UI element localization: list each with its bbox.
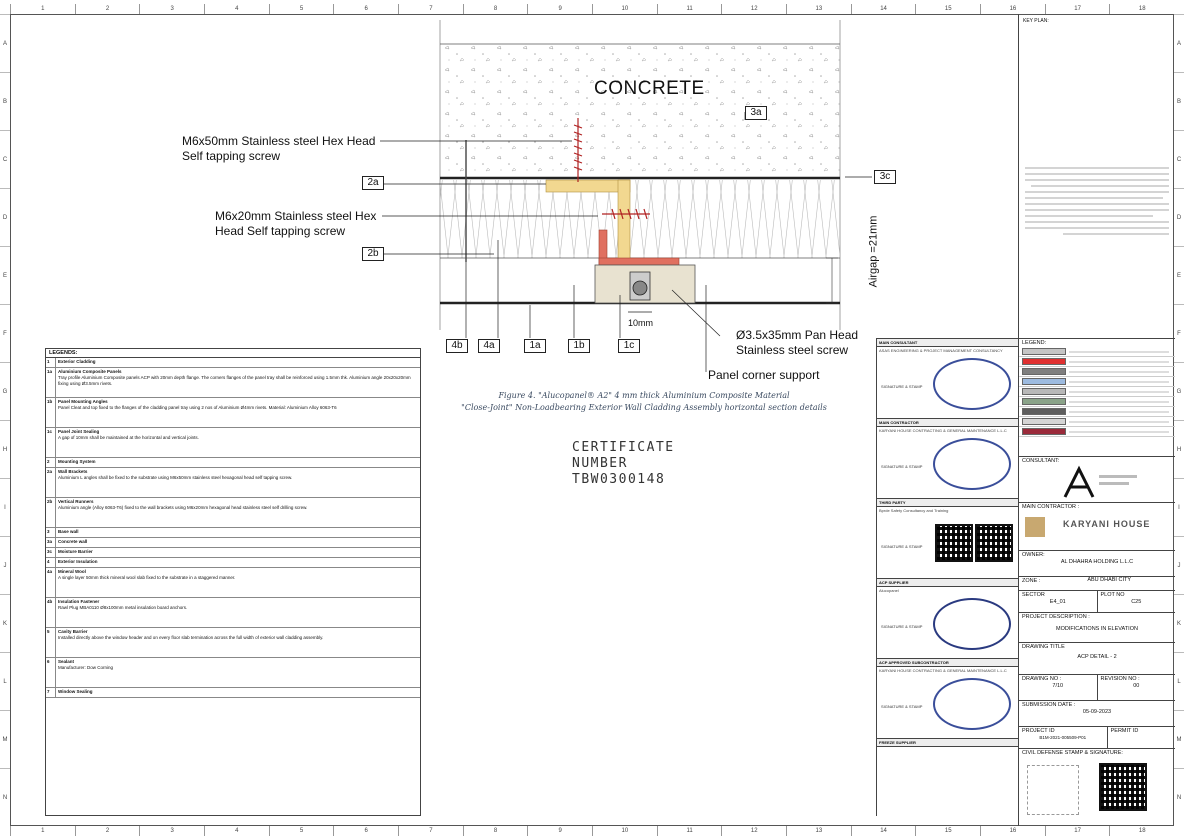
wall-bracket xyxy=(546,180,630,192)
legend-row xyxy=(46,548,420,558)
legend-row-number: 1 xyxy=(46,358,56,367)
ruler-mark: K xyxy=(1174,594,1184,652)
legend-row-heading: Mounting System xyxy=(58,459,96,464)
ruler-mark: H xyxy=(0,420,10,478)
legend-swatch xyxy=(1022,378,1066,385)
ruler-mark: 5 xyxy=(269,826,334,836)
legend-row xyxy=(46,428,420,458)
title-block xyxy=(1018,14,1174,826)
legend-row-heading: Exterior Insulation xyxy=(58,559,98,564)
legend-row-heading: Panel Joint Sealing xyxy=(58,429,100,434)
ruler-mark: 16 xyxy=(980,4,1045,14)
legend-row-text: A gap of 10mm shall be maintained at the horizontal and vertical joints. xyxy=(58,435,199,440)
legend-swatch xyxy=(1022,418,1066,425)
drawing-no-cell xyxy=(1019,675,1098,700)
tag-1b: 1b xyxy=(568,339,590,353)
ruler-mark: 4 xyxy=(204,826,269,836)
signature-stamp-label: SIGNATURE & STAMP xyxy=(881,384,923,389)
arabic-text-block xyxy=(1023,164,1171,244)
ruler-mark: G xyxy=(0,362,10,420)
plot-label: PLOT NO xyxy=(1100,592,1125,598)
sector-cell xyxy=(1019,591,1098,612)
consultant-field xyxy=(1019,456,1175,502)
plot-cell xyxy=(1098,591,1176,612)
consultant-label: CONSULTANT: xyxy=(1022,458,1060,464)
owner-field xyxy=(1019,550,1175,576)
zone-field xyxy=(1019,576,1175,590)
tag-3a: 3a xyxy=(745,106,767,120)
callout-corner-support: Panel corner support xyxy=(708,368,820,382)
legend-row-number: 5 xyxy=(46,628,56,657)
ruler-mark: 15 xyxy=(915,4,980,14)
legend-row-body xyxy=(56,528,420,537)
project-description-value: MODIFICATIONS IN ELEVATION xyxy=(1056,626,1138,632)
legend-row xyxy=(46,468,420,498)
legend-swatch-text xyxy=(1069,361,1169,363)
ruler-mark: K xyxy=(0,594,10,652)
stamp-section-company: Bprde Safety Consultancy and Training xyxy=(879,508,949,513)
certificate-number xyxy=(572,440,675,488)
project-id-cell xyxy=(1019,727,1108,748)
ruler-mark: E xyxy=(1174,246,1184,304)
legend-row-heading: Exterior Cladding xyxy=(58,359,96,364)
zone-value: ABU DHABI CITY xyxy=(1087,577,1132,583)
legend-row xyxy=(46,658,420,688)
ruler-mark: 18 xyxy=(1109,4,1174,14)
ruler-mark: 14 xyxy=(851,826,916,836)
ruler-mark: 15 xyxy=(915,826,980,836)
ruler-mark: 3 xyxy=(139,826,204,836)
ruler-mark: A xyxy=(0,14,10,72)
ruler-mark: C xyxy=(0,130,10,188)
legend-swatch-text xyxy=(1069,411,1169,413)
legend-row-text: Manufacturer: Dow Corning xyxy=(58,665,114,670)
legend-row xyxy=(46,688,420,698)
legend-row-number: 1b xyxy=(46,398,56,427)
callout-pan-head-screw xyxy=(736,328,858,358)
official-stamp xyxy=(933,438,1011,490)
arabic-notes xyxy=(1023,164,1171,247)
legend-swatch xyxy=(1022,388,1066,395)
ruler-mark: 6 xyxy=(333,4,398,14)
civil-defense-qr-code xyxy=(1099,763,1147,811)
legend-swatch-row xyxy=(1019,357,1175,367)
ruler-mark: 2 xyxy=(75,826,140,836)
figure-caption xyxy=(454,390,834,414)
callout-m6x20-screw xyxy=(215,209,376,239)
ruler-mark: I xyxy=(0,478,10,536)
legend-row xyxy=(46,368,420,398)
legend-swatch xyxy=(1022,348,1066,355)
stamp-section-company: ASAS ENGINEERING & PROJECT MANAGEMENT CONSULTANCY xyxy=(879,348,1003,353)
stamp-section-heading: MAIN CONSULTANT xyxy=(877,338,1018,347)
stamp-cell xyxy=(877,354,1018,418)
legend-row-body xyxy=(56,548,420,557)
ruler-mark: M xyxy=(0,710,10,768)
stamp-cell xyxy=(877,434,1018,498)
legend-row-heading: Wall Brackets xyxy=(58,469,88,474)
ruler-mark: L xyxy=(0,652,10,710)
legend-row-number: 2b xyxy=(46,498,56,527)
ruler-mark: L xyxy=(1174,652,1184,710)
sector-plot-field xyxy=(1019,590,1175,612)
legend-swatch-row xyxy=(1019,387,1175,397)
permit-id-label: PERMIT ID xyxy=(1110,728,1139,734)
tag-1a: 1a xyxy=(524,339,546,353)
stamp-section-heading: ACP APPROVED SUBCONTRACTOR xyxy=(877,658,1018,667)
legend-row-body xyxy=(56,368,420,397)
tag-1c: 1c xyxy=(618,339,640,353)
ruler-mark: J xyxy=(1174,536,1184,594)
signature-stamp-label: SIGNATURE & STAMP xyxy=(881,704,923,709)
stamp-cell xyxy=(877,749,1018,777)
submission-date-label: SUBMISSION DATE : xyxy=(1022,702,1076,708)
sector-value: E4_01 xyxy=(1049,599,1066,605)
gap-dimension: 10mm xyxy=(628,318,654,328)
legend-row-text: Aluminium angle (Alloy 6063-T6) fixed to the wall brackets using M6x20mm hexagonal head stainless steel self drilling screw. xyxy=(58,505,308,510)
signature-stamp-label: SIGNATURE & STAMP xyxy=(881,544,923,549)
legend-row-number: 6 xyxy=(46,658,56,687)
ruler-mark: M xyxy=(1174,710,1184,768)
legend-row-number: 3a xyxy=(46,538,56,547)
legend-row-body xyxy=(56,468,420,497)
revision-cell xyxy=(1098,675,1176,700)
ruler-mark: 18 xyxy=(1109,826,1174,836)
revision-label: REVISION NO : xyxy=(1100,676,1140,682)
permit-id-cell xyxy=(1108,727,1175,748)
legend-swatch-row xyxy=(1019,377,1175,387)
tag-2a: 2a xyxy=(362,176,384,190)
ruler-mark: 16 xyxy=(980,826,1045,836)
ruler-mark: 3 xyxy=(139,4,204,14)
legend-row xyxy=(46,558,420,568)
ruler-mark: 12 xyxy=(721,4,786,14)
legend-row xyxy=(46,568,420,598)
ruler-mark: B xyxy=(1174,72,1184,130)
caption-line-2: "Close-Joint" Non-Loadbearing Exterior Wall Cladding Assembly horizontal section details xyxy=(461,403,827,412)
legend-row-heading: Aluminium Composite Panels xyxy=(58,369,122,374)
ruler-mark: 17 xyxy=(1045,826,1110,836)
signature-stamp-label: SIGNATURE & STAMP xyxy=(881,464,923,469)
ruler-mark: 1 xyxy=(10,826,75,836)
legend-row-body xyxy=(56,498,420,527)
project-description-field xyxy=(1019,612,1175,642)
ruler-mark: A xyxy=(1174,14,1184,72)
drawing-no-value: 7/10 xyxy=(1052,683,1064,689)
legend-row-body xyxy=(56,598,420,627)
legend-row-heading: Mineral Wool xyxy=(58,569,86,574)
civil-defense-field xyxy=(1019,748,1175,826)
legend-swatch-row xyxy=(1019,427,1175,437)
legend-swatch-text xyxy=(1069,421,1169,423)
ruler-mark: F xyxy=(0,304,10,362)
callout-line-2: Stainless steel screw xyxy=(736,343,849,357)
callout-m6x50-screw xyxy=(182,134,375,164)
ruler-mark: 4 xyxy=(204,4,269,14)
ruler-mark: D xyxy=(1174,188,1184,246)
legend-row xyxy=(46,458,420,468)
civil-defense-label: CIVIL DEFENSE STAMP & SIGNATURE: xyxy=(1022,750,1123,756)
legend-row xyxy=(46,398,420,428)
ruler-mark: 11 xyxy=(657,826,722,836)
ruler-mark: N xyxy=(1174,768,1184,826)
legend-swatch-text xyxy=(1069,401,1169,403)
legend-swatches xyxy=(1019,347,1175,437)
legend-swatch xyxy=(1022,408,1066,415)
ruler-mark: 2 xyxy=(75,4,140,14)
tag-4a: 4a xyxy=(478,339,500,353)
official-stamp xyxy=(933,598,1011,650)
caption-line-1: Figure 4. "Alucopanel® A2" 4 mm thick Aluminium Composite Material xyxy=(498,391,790,400)
key-plan-label: KEY PLAN: xyxy=(1023,18,1049,24)
legend-row-heading: Cavity Barrier xyxy=(58,629,88,634)
legend-row-body xyxy=(56,688,420,697)
legend-row-body xyxy=(56,538,420,547)
legend-row-number: 3 xyxy=(46,528,56,537)
ruler-mark: I xyxy=(1174,478,1184,536)
drawing-title-label: DRAWING TITLE xyxy=(1022,644,1065,650)
legend-row-text: Tray profile Aluminium Composite panels ACP with 20mm depth flange. The corners flanges of the panel tray shall be reinforced using 1.5mm thk. Aluminium angle 20x20x20mm fixing using Ø3.5mm rivets. xyxy=(58,375,411,386)
legend-swatch-row xyxy=(1019,417,1175,427)
stamp-section-company: KARYANI HOUSE CONTRACTING & GENERAL MAINTENANCE L.L.C xyxy=(879,428,1007,433)
stamp-cell xyxy=(877,674,1018,738)
cert-line-2: NUMBER xyxy=(572,456,628,471)
legend-row xyxy=(46,628,420,658)
legend-swatch-text xyxy=(1069,431,1169,433)
ruler-mark: 7 xyxy=(398,4,463,14)
sector-label: SECTOR xyxy=(1022,592,1045,598)
ruler-mark: 10 xyxy=(592,4,657,14)
cert-line-1: CERTIFICATE xyxy=(572,440,675,455)
main-contractor-field xyxy=(1019,502,1175,550)
stamp-section-heading: ACP SUPPLIER xyxy=(877,578,1018,587)
legend-swatch-row xyxy=(1019,397,1175,407)
zone-label: ZONE : xyxy=(1022,578,1041,584)
tag-2b: 2b xyxy=(362,247,384,261)
consultant-logo xyxy=(1059,465,1139,499)
legend-row-body xyxy=(56,428,420,457)
legend-row-number: 4 xyxy=(46,558,56,567)
legend-row-number: 3c xyxy=(46,548,56,557)
legend-row-number: 4a xyxy=(46,568,56,597)
legend-row-text: A single layer 50mm thick mineral wool slab fixed to the substrate in a staggered manner. xyxy=(58,575,236,580)
mineral-wool xyxy=(440,180,840,258)
callout-line-2: Self tapping screw xyxy=(182,149,281,163)
legend-row xyxy=(46,498,420,528)
owner-value: AL DHAHRA HOLDING L.L.C xyxy=(1060,559,1134,565)
signature-stamp-label: SIGNATURE & STAMP xyxy=(881,624,923,629)
revision-value: 00 xyxy=(1133,683,1140,689)
project-id-value: B1M-2021-005509-P01 xyxy=(1039,735,1087,740)
drawing-title-field xyxy=(1019,642,1175,674)
legend-swatch-text xyxy=(1069,351,1169,353)
stamp-cell xyxy=(877,514,1018,578)
legend-row xyxy=(46,358,420,368)
submission-date-field xyxy=(1019,700,1175,726)
legend-title: LEGENDS: xyxy=(46,349,420,358)
drawing-title-value: ACP DETAIL - 2 xyxy=(1077,654,1117,660)
qr-code xyxy=(975,524,1013,562)
official-stamp xyxy=(933,678,1011,730)
ruler-mark: 13 xyxy=(786,4,851,14)
ruler-mark: G xyxy=(1174,362,1184,420)
drawing-revision-field xyxy=(1019,674,1175,700)
legend-row-body xyxy=(56,568,420,597)
legend-row-heading: Base wall xyxy=(58,529,79,534)
legend-row-heading: Concrete wall xyxy=(58,539,88,544)
legend-row-body xyxy=(56,658,420,687)
ruler-mark: B xyxy=(0,72,10,130)
legend-row-body xyxy=(56,628,420,657)
legend-row-heading: Vertical Runners xyxy=(58,499,94,504)
ruler-mark: 5 xyxy=(269,4,334,14)
ruler-mark: C xyxy=(1174,130,1184,188)
legend-row xyxy=(46,528,420,538)
official-stamp xyxy=(933,358,1011,410)
legend-swatch xyxy=(1022,368,1066,375)
legend-swatch xyxy=(1022,358,1066,365)
stamp-column xyxy=(876,338,1018,816)
callout-line-1: M6x50mm Stainless steel Hex Head xyxy=(182,134,376,148)
legend-row-number: 1a xyxy=(46,368,56,397)
qr-code xyxy=(935,524,973,562)
main-contractor-label: MAIN CONTRACTOR : xyxy=(1022,504,1080,510)
ruler-mark: J xyxy=(0,536,10,594)
legend-swatch-row xyxy=(1019,347,1175,357)
project-description-label: PROJECT DESCRIPTION : xyxy=(1022,614,1090,620)
legend-row-heading: Sealant xyxy=(58,659,75,664)
legend-row-heading: Panel Mounting Angles xyxy=(58,399,108,404)
legend-row-heading: Window Sealing xyxy=(58,689,93,694)
legend-row-text: Installed directly above the window header and on every floor slab termination across the full width of exterior wall cladding assembly. xyxy=(58,635,324,640)
airgap-dimension: Airgap =21mm xyxy=(867,215,880,288)
callout-line-1: Ø3.5x35mm Pan Head xyxy=(736,328,859,342)
stamp-section-company: KARYANI HOUSE CONTRACTING & GENERAL MAINTENANCE L.L.C xyxy=(879,668,1007,673)
legend-swatch-row xyxy=(1019,407,1175,417)
ruler-mark: N xyxy=(0,768,10,826)
ruler-mark: 12 xyxy=(721,826,786,836)
ruler-mark: D xyxy=(0,188,10,246)
legend-row xyxy=(46,598,420,628)
legend-row-number: 2 xyxy=(46,458,56,467)
tag-3c: 3c xyxy=(874,170,896,184)
ruler-mark: F xyxy=(1174,304,1184,362)
drawing-no-label: DRAWING NO : xyxy=(1022,676,1062,682)
contractor-logo xyxy=(1025,517,1045,537)
submission-date-value: 05-09-2023 xyxy=(1082,709,1112,715)
legend-swatch-text xyxy=(1069,391,1169,393)
stamp-section-heading: FREEZE SUPPLIER xyxy=(877,738,1018,747)
legend-swatch-text xyxy=(1069,371,1169,373)
legend-row-number: 7 xyxy=(46,688,56,697)
legend-row-text: Aluminium L angles shall be fixed to the substrate using M6x50mm stainless steel hexagonal head self tapping screw. xyxy=(58,475,293,480)
plot-value: C25 xyxy=(1131,599,1142,605)
legend-label: LEGEND: xyxy=(1022,340,1047,346)
stamp-cell xyxy=(877,594,1018,658)
project-id-label: PROJECT ID xyxy=(1022,728,1055,734)
legend-row-heading: Moisture Barrier xyxy=(58,549,93,554)
stamp-section-heading: MAIN CONTRACTOR xyxy=(877,418,1018,427)
ruler-mark: 7 xyxy=(398,826,463,836)
material-legend xyxy=(1019,338,1175,437)
legend-swatch xyxy=(1022,428,1066,435)
legend-table xyxy=(45,348,421,816)
callout-line-1: M6x20mm Stainless steel Hex xyxy=(215,209,377,223)
legend-swatch xyxy=(1022,398,1066,405)
tag-4b: 4b xyxy=(446,339,468,353)
legend-row-text: Panel Cleat and top fixed to the flanges of the cladding panel tray using 2 nos of Aluminium Ø4mm rivets. Material: Aluminium Alloy 6063-T6 xyxy=(58,405,337,410)
contractor-name: KARYANI HOUSE xyxy=(1063,519,1151,529)
owner-label: OWNER: xyxy=(1022,552,1045,558)
concrete-wall xyxy=(440,44,840,178)
legend-swatch-text xyxy=(1069,381,1169,383)
ruler-mark: 9 xyxy=(527,4,592,14)
ruler-mark: 9 xyxy=(527,826,592,836)
legend-row-body xyxy=(56,358,420,367)
legend-row xyxy=(46,538,420,548)
legend-row-body xyxy=(56,458,420,467)
stamp-section-company: Alucopanel xyxy=(879,588,899,593)
legend-row-heading: Insulation Fastener xyxy=(58,599,100,604)
civil-defense-seal xyxy=(1027,765,1079,815)
legend-row-body xyxy=(56,398,420,427)
legend-row-number: 4b xyxy=(46,598,56,627)
cert-line-3: TBW0300148 xyxy=(572,472,666,487)
ruler-mark: H xyxy=(1174,420,1184,478)
ruler-mark: 13 xyxy=(786,826,851,836)
legend-row-number: 2a xyxy=(46,468,56,497)
ruler-mark: 10 xyxy=(592,826,657,836)
callout-line-2: Head Self tapping screw xyxy=(215,224,346,238)
ruler-mark: E xyxy=(0,246,10,304)
ruler-mark: 11 xyxy=(657,4,722,14)
legend-row-body xyxy=(56,558,420,567)
project-permit-field xyxy=(1019,726,1175,748)
ruler-mark: 17 xyxy=(1045,4,1110,14)
ruler-mark: 8 xyxy=(463,4,528,14)
legend-row-text: Rawl Plug MBA0110 Ø8x100mm metal insulation board anchors. xyxy=(58,605,188,610)
legend-rows xyxy=(46,358,420,698)
ruler-mark: 8 xyxy=(463,826,528,836)
concrete-label: CONCRETE xyxy=(594,78,705,99)
ruler-mark: 6 xyxy=(333,826,398,836)
legend-swatch-row xyxy=(1019,367,1175,377)
stamp-section-heading: THIRD PARTY xyxy=(877,498,1018,507)
ruler-mark: 14 xyxy=(851,4,916,14)
legend-row-number: 1c xyxy=(46,428,56,457)
ruler-mark: 1 xyxy=(10,4,75,14)
